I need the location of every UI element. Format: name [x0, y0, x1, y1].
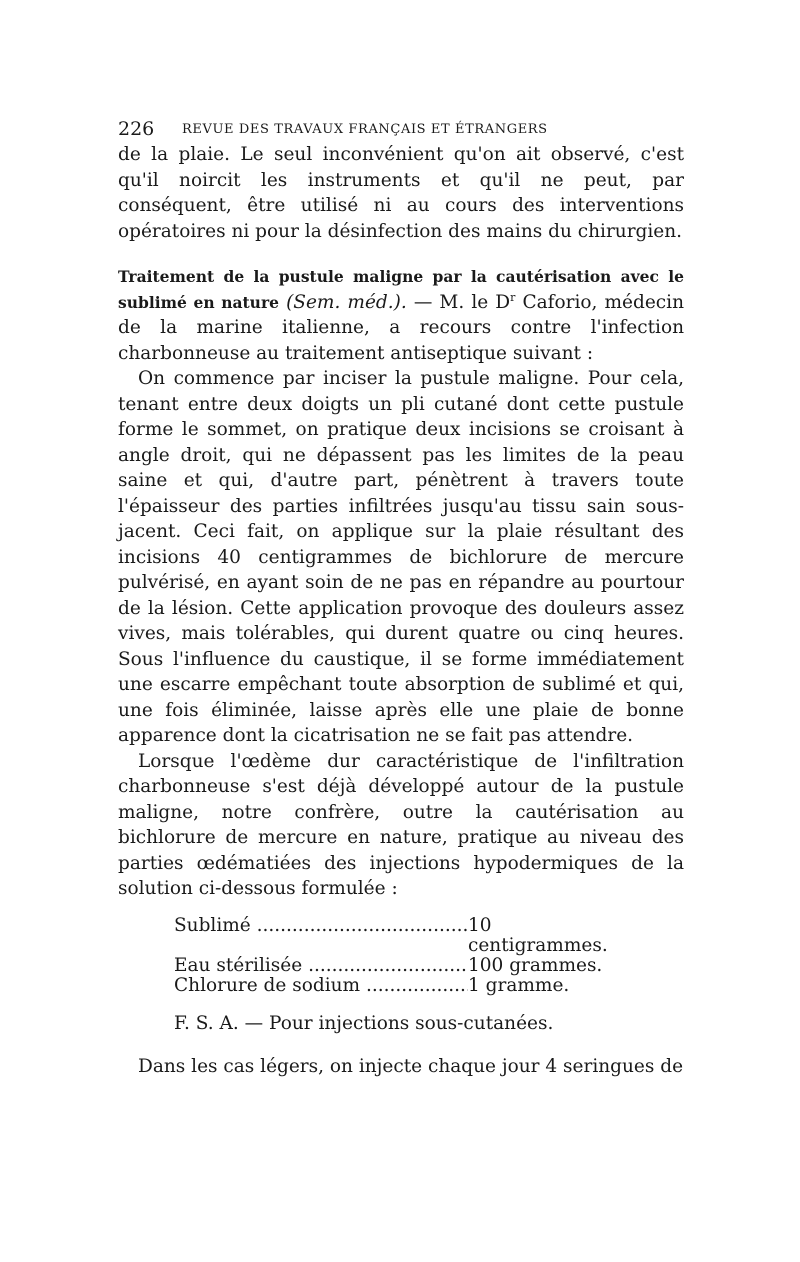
- ingredient-quantity: 100 grammes.: [468, 954, 603, 976]
- ingredient-quantity: 1 gramme.: [468, 974, 570, 996]
- running-head: [118, 118, 684, 142]
- page-number: 226: [118, 118, 155, 140]
- formula-row: [174, 916, 628, 956]
- intro-text-before-sup: — M. le D: [406, 291, 511, 313]
- paragraph-dosage: Dans les cas légers, on injecte chaque jour 4 seringues de: [138, 1055, 684, 1077]
- ingredient-name: Sublimé .....: [174, 916, 468, 936]
- doctor-title-superscript: r: [510, 290, 516, 304]
- formula-instruction: F. S. A. — Pour injections sous-cutanées.: [174, 1012, 554, 1034]
- section-heading: Traitement de la pustule maligne par la cautérisation avec le sublimé en nature: [118, 267, 684, 312]
- source-citation: (Sem. méd.).: [286, 291, 407, 313]
- ingredient-name: Chlorure de sodium .....: [174, 976, 468, 996]
- paragraph-injections: Lorsque l'œdème dur caractéristique de l'infiltration charbonneuse s'est déjà développé autour de la pustule maligne, notre confrère, outre la cautérisation au bichlorure de mercure en nature, pratique au niveau des parties œdématiées des injections hypodermiques de la solution ci-dessous formulée :: [118, 750, 684, 899]
- section-gap: [118, 244, 684, 264]
- formula-row: [174, 976, 628, 996]
- ingredient-name: Eau stérilisée .....: [174, 956, 468, 976]
- book-page: [118, 118, 684, 1079]
- prescription-formula: [174, 916, 628, 996]
- paragraph-procedure: On commence par inciser la pustule maligne. Pour cela, tenant entre deux doigts un pli cutané dont cette pustule forme le sommet, on pratique deux incisions se croisant à angle droit, qui ne dépassent pas les limites de la peau saine et qui, d'autre part, pénètrent à travers toute l'épaisseur des parties infiltrées jusqu'au tissu sain sous-jacent. Ceci fait, on applique sur la plaie résultant des incisions 40 centigrammes de bichlorure de mercure pulvérisé, en ayant soin de ne pas en répandre au pourtour de la lésion. Cette application provoque des douleurs assez vives, mais tolérables, qui durent quatre ou cinq heures. Sous l'influence du caustique, il se forme immédiatement une escarre empêchant toute absorption de sublimé et qui, une fois éliminée, laisse après elle une plaie de bonne apparence dont la cicatrisation ne se fait pas attendre.: [118, 368, 684, 746]
- ingredient-quantity: 10 centigrammes.: [468, 914, 608, 956]
- section-intro-paragraph: [118, 264, 684, 366]
- formula-row: [174, 956, 628, 976]
- intro-text-after-sup: Caforio, médecin de la marine italienne, a recours contre l'infection charbonneuse au traitement antiseptique suivant :: [118, 291, 684, 364]
- paragraph-continuation: de la plaie. Le seul inconvénient qu'on ait observé, c'est qu'il noircit les instruments et qu'il ne peut, par conséquent, être utilisé ni au cours des interventions opératoires ni pour la désinfection des mains du chirurgien.: [118, 144, 684, 242]
- running-title: REVUE DES TRAVAUX FRANÇAIS ET ÉTRANGERS: [182, 122, 548, 137]
